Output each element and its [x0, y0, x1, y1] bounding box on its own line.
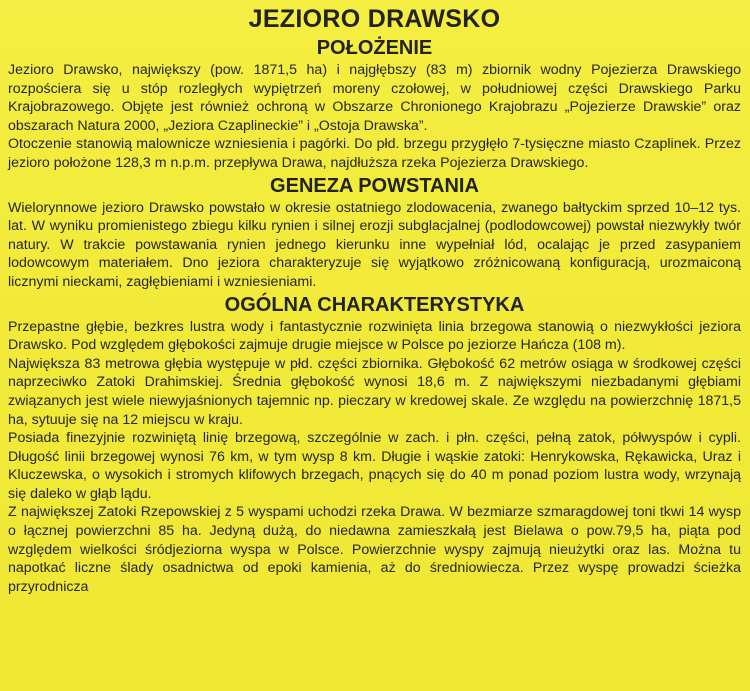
section-geneza-powstania	[8, 175, 741, 292]
section-heading: GENEZA POWSTANIA	[270, 174, 479, 197]
paragraph: Z największej Zatoki Rzepowskiej z 5 wyspami uchodzi rzeka Drawa. W bezmiarze szmaragdowej toni tkwi 14 wysp o łącznej powierzchni 85 ha. Jedyną dużą, do niedawna zamieszkałą jest Bielawa o pow.79,5 ha, piąta pod względem wielkości śródjeziorna wyspa w Polsce. Powierzchnie wyspy zajmują nieużytki oraz las. Można tu napotkać liczne ślady osadnictwa od epoki kamienia, aż do średniowiecza. Przez wyspę prowadzi ścieżka przyrodnicza	[8, 504, 741, 595]
paragraph: Posiada finezyjnie rozwiniętą linię brzegową, szczególnie w zach. i płn. części, pełną zatok, półwyspów i cypli. Długość linii brzegowej wynosi 76 km, w tym wysp 8 km. Długie i wąskie zatoki: Henrykowska, Rękawicka, Uraz i Kluczewska, o wysokich i stromych klifowych brzegach, pnących się do 40 m ponad poziom lustra wody, wrzynają się daleko w głąb lądu.	[8, 430, 741, 502]
section-ogolna-charakterystyka	[8, 294, 741, 597]
section-heading: POŁOŻENIE	[316, 37, 433, 59]
paragraph: Otoczenie stanowią malownicze wzniesienia i pagórki. Do płd. brzegu przygłęło 7-tysięczne miasto Czaplinek. Przez jezioro położone 128,3 m n.p.m. przepływa Drawa, najdłuższa rzeka Pojezierza Drawskiego.	[8, 136, 741, 171]
section-heading: OGÓLNA CHARAKTERYSTYKA	[224, 293, 525, 316]
paragraph: Największa 83 metrowa głębia występuje w płd. części zbiornika. Głębokość 62 metrów osiąga w środkowej części naprzeciwko Zatoki Drahimskiej. Średnia głębokość wynosi 18,6 m. Z największymi niezbadanymi głębiami związanych jest wiele niewyjaśnionych tajemnic np. pieczary w kredowej skale. Ze względu na powierzchnię 1871,5 ha, sytuuje się na 12 miejscu w kraju.	[8, 355, 741, 428]
paragraph: Wielorynnowe jezioro Drawsko powstało w okresie ostatniego zlodowacenia, zwanego bałtyckim sprzed 10–12 tys. lat. W wyniku promienistego zbiegu kilku rynien i silnej erozji subglacjalnej (podlodowcowej) powstał niezwykły twór natury. W trakcie powstawania rynien jednego kierunku inne wypełniał lód, ocalając je przed zasypaniem lodowcowym materiałem. Dno jeziora charakteryzuje się wyjątkowo zróżnicowaną konfiguracją, urozmaiconą licznymi nieckami, zagłębieniami i wzniesieniami.	[8, 199, 741, 290]
page-title: JEZIORO DRAWSKO	[248, 5, 501, 33]
section-polozenie	[8, 37, 741, 173]
paragraph: Jezioro Drawsko, największy (pow. 1871,5 ha) i najgłębszy (83 m) zbiornik wodny Pojezierza Drawskiego rozpościera się u stóp rozległych wypiętrzeń moreny czołowej, w południowej części Drawskiego Parku Krajobrazowego. Objęte jest również ochroną w Obszarze Chronionego Krajobrazu „Pojezierze Drawskie” oraz obszarach Natura 2000, „Jeziora Czaplineckie” i „Ostoja Drawska”.	[8, 62, 741, 134]
paragraph: Przepastne głębie, bezkres lustra wody i fantastycznie rozwinięta linia brzegowa stanowią o niezwykłości jeziora Drawsko. Pod względem głębokości zajmuje drugie miejsce w Polsce po jeziorze Hańcza (108 m).	[8, 318, 741, 354]
